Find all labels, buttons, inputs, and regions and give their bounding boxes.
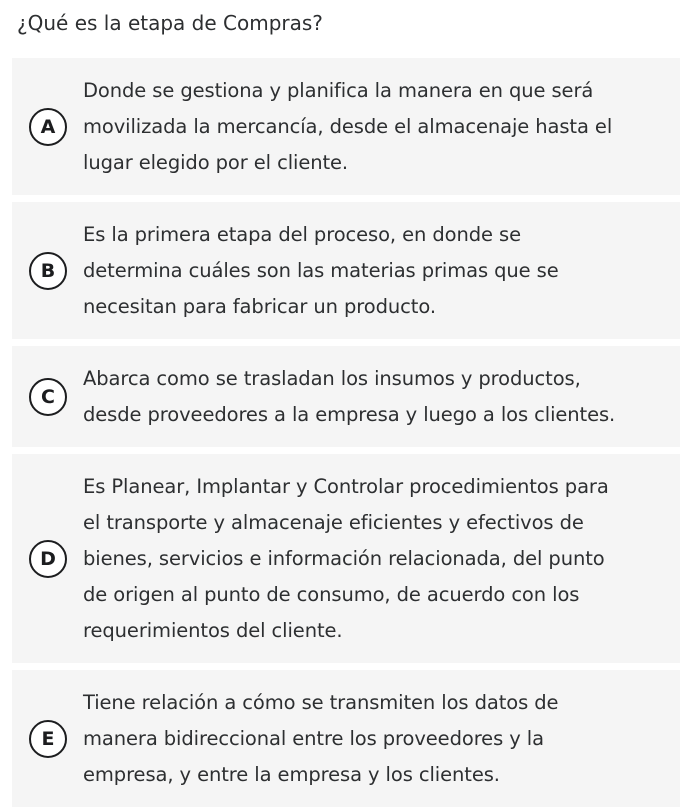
option-text-c — [83, 361, 668, 433]
option-text-a — [83, 73, 668, 181]
option-text-line: de origen al punto de consumo, de acuerdo con los — [83, 583, 580, 606]
option-text-d — [83, 469, 668, 649]
option-text-e — [83, 685, 668, 793]
option-text-line: desde proveedores a la empresa y luego a los clientes. — [83, 403, 616, 426]
option-a[interactable] — [12, 58, 680, 195]
option-text-line: requerimientos del cliente. — [83, 619, 343, 642]
option-letter-d: D — [29, 540, 67, 578]
option-text-line: necesitan para fabricar un producto. — [83, 295, 436, 318]
option-text-line: Tiene relación a cómo se transmiten los datos de — [83, 691, 559, 714]
option-e[interactable] — [12, 670, 680, 807]
option-b[interactable] — [12, 202, 680, 339]
option-text-line: Es la primera etapa del proceso, en donde se — [83, 223, 521, 246]
option-c[interactable] — [12, 346, 680, 447]
answer-options — [12, 58, 680, 807]
option-d[interactable] — [12, 454, 680, 663]
option-letter-e: E — [29, 720, 67, 758]
option-text-line: el transporte y almacenaje eficientes y efectivos de — [83, 511, 584, 534]
option-text-line: Donde se gestiona y planifica la manera en que será — [83, 79, 594, 102]
option-text-line: manera bidireccional entre los proveedores y la — [83, 727, 544, 750]
question-text: ¿Qué es la etapa de Compras? — [17, 11, 323, 35]
option-text-line: bienes, servicios e información relacionada, del punto — [83, 547, 605, 570]
option-letter-a: A — [29, 108, 67, 146]
option-text-line: empresa, y entre la empresa y los clientes. — [83, 763, 500, 786]
option-text-line: Es Planear, Implantar y Controlar procedimientos para — [83, 475, 609, 498]
option-text-line: lugar elegido por el cliente. — [83, 151, 349, 174]
option-text-line: movilizada la mercancía, desde el almacenaje hasta el — [83, 115, 613, 138]
option-text-line: determina cuáles son las materias primas que se — [83, 259, 559, 282]
option-text-line: Abarca como se trasladan los insumos y productos, — [83, 367, 581, 390]
option-letter-b: B — [29, 252, 67, 290]
option-text-b — [83, 217, 668, 325]
option-letter-c: C — [29, 378, 67, 416]
